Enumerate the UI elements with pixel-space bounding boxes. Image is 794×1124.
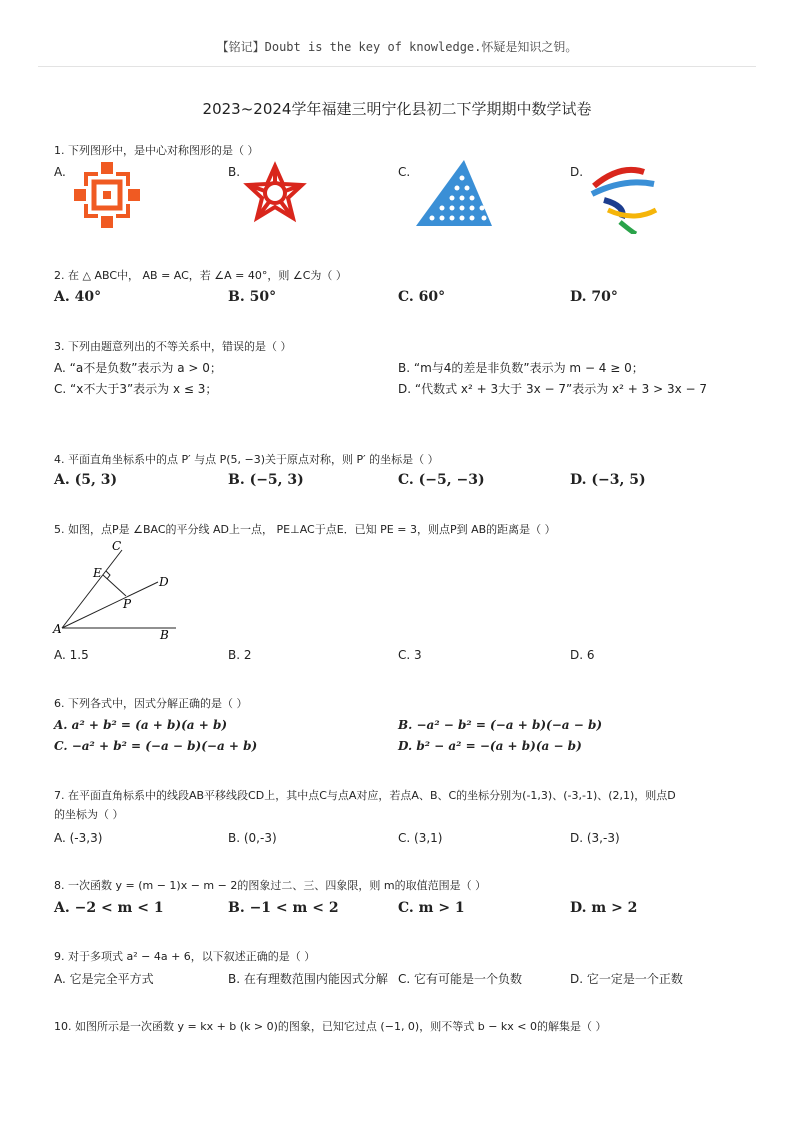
q6-option-b xyxy=(398,716,602,734)
question-7-line-2: 的坐标为（ ） xyxy=(54,808,124,821)
q4-option-d: D. (−3, 5) xyxy=(570,472,646,488)
q1-option-a: A. xyxy=(54,165,66,179)
q7-option-d: D. (3,-3) xyxy=(570,831,620,845)
q4-option-b: B. (−5, 3) xyxy=(228,472,304,488)
angle-bisector-figure xyxy=(50,538,190,644)
q3-option-d: D. “代数式 x² + 3大于 3x − 7”表示为 x² + 3 > 3x − 7 xyxy=(398,382,708,396)
q4-option-a: A. (5, 3) xyxy=(54,472,118,488)
q4-option-c: C. (−5, −3) xyxy=(398,472,485,488)
label-c: C xyxy=(112,539,122,553)
question-5: 5. 如图，点P是 ∠BAC的平分线 AD上一点， PE⊥AC于点E．已知 PE = 3，则点P到 AB的距离是（ ） xyxy=(54,523,556,536)
question-7-line-1: 7. 在平面直角标系中的线段AB平移线段CD上，其中点C与点A对应，若点A、B、C的坐标分别为(-1,3)、(-3,-1)、(2,1)，则点D xyxy=(54,789,676,802)
q9-option-a: A. 它是完全平方式 xyxy=(54,972,154,986)
q7-option-c: C. (3,1) xyxy=(398,831,443,845)
q5-option-b: B. 2 xyxy=(228,648,252,662)
question-2: 2. 在 △ ABC中， AB = AC，若 ∠A = 40°，则 ∠C为（ ） xyxy=(54,269,347,282)
label-a: A xyxy=(53,622,62,636)
q7-option-a: A. (-3,3) xyxy=(54,831,103,845)
question-9: 9. 对于多项式 a² − 4a + 6，以下叙述正确的是（ ） xyxy=(54,950,316,963)
q6-option-c xyxy=(54,737,257,755)
q1-option-d: D. xyxy=(570,165,584,179)
emblem-c-icon xyxy=(412,158,494,232)
question-10: 10. 如图所示是一次函数 y = kx + b (k > 0)的图象，已知它过点 (−1, 0)，则不等式 b − kx < 0的解集是（ ） xyxy=(54,1020,607,1033)
header-divider xyxy=(38,66,756,67)
q5-option-d: D. 6 xyxy=(570,648,595,662)
q8-option-b: B. −1 < m < 2 xyxy=(228,900,339,916)
emblem-a-icon xyxy=(72,160,142,230)
exam-title: 2023~2024学年福建三明宁化县初二下学期期中数学试卷 xyxy=(202,100,592,118)
q5-option-c: C. 3 xyxy=(398,648,422,662)
q6-option-b-text: B. −a² − b² = (−a + b)(−a − b) xyxy=(398,718,603,732)
question-3: 3. 下列由题意列出的不等关系中，错误的是（ ） xyxy=(54,340,292,353)
q8-option-c: C. m > 1 xyxy=(398,900,465,916)
q8-option-d: D. m > 2 xyxy=(570,900,638,916)
q2-option-b: B. 50° xyxy=(228,289,277,305)
q9-option-b: B. 在有理数范围内能因式分解 xyxy=(228,972,388,986)
question-8: 8. 一次函数 y = (m − 1)x − m − 2的图象过二、三、四象限，则 m的取值范围是（ ） xyxy=(54,879,487,892)
q9-option-c: C. 它有可能是一个负数 xyxy=(398,972,523,986)
emblem-d-icon xyxy=(584,160,660,234)
emblem-b-icon xyxy=(242,160,308,230)
q1-option-c: C. xyxy=(398,165,411,179)
q6-option-d-text: D. b² − a² = −(a + b)(a − b) xyxy=(398,739,582,753)
question-1: 1. 下列图形中，是中心对称图形的是（ ） xyxy=(54,144,259,157)
label-d: D xyxy=(159,575,169,589)
q6-option-a-text: A. a² + b² = (a + b)(a + b) xyxy=(54,718,228,732)
label-p: P xyxy=(123,597,132,611)
label-b: B xyxy=(160,628,169,642)
question-6: 6. 下列各式中，因式分解正确的是（ ） xyxy=(54,697,248,710)
page-header-motto: 【铭记】Doubt is the key of knowledge.怀疑是知识之钥。 xyxy=(216,40,578,54)
q8-option-a: A. −2 < m < 1 xyxy=(54,900,164,916)
q2-option-c: C. 60° xyxy=(398,289,446,305)
q3-option-b: B. “m与4的差是非负数”表示为 m − 4 ≥ 0； xyxy=(398,361,644,375)
q2-option-d: D. 70° xyxy=(570,289,618,305)
q2-option-a: A. 40° xyxy=(54,289,102,305)
label-e: E xyxy=(93,566,102,580)
q6-option-c-text: C. −a² + b² = (−a − b)(−a + b) xyxy=(54,739,258,753)
q7-option-b: B. (0,-3) xyxy=(228,831,277,845)
q5-option-a: A. 1.5 xyxy=(54,648,89,662)
q6-option-a xyxy=(54,716,227,734)
q9-option-d: D. 它一定是一个正数 xyxy=(570,972,683,986)
q3-option-a: A. “a不是负数”表示为 a > 0； xyxy=(54,361,222,375)
question-4: 4. 平面直角坐标系中的点 P′ 与点 P(5, −3)关于原点对称，则 P′ 的坐标是（ ） xyxy=(54,453,439,466)
q3-option-c: C. “x不大于3”表示为 x ≤ 3； xyxy=(54,382,218,396)
q1-option-b: B. xyxy=(228,165,241,179)
q6-option-d xyxy=(398,737,582,755)
